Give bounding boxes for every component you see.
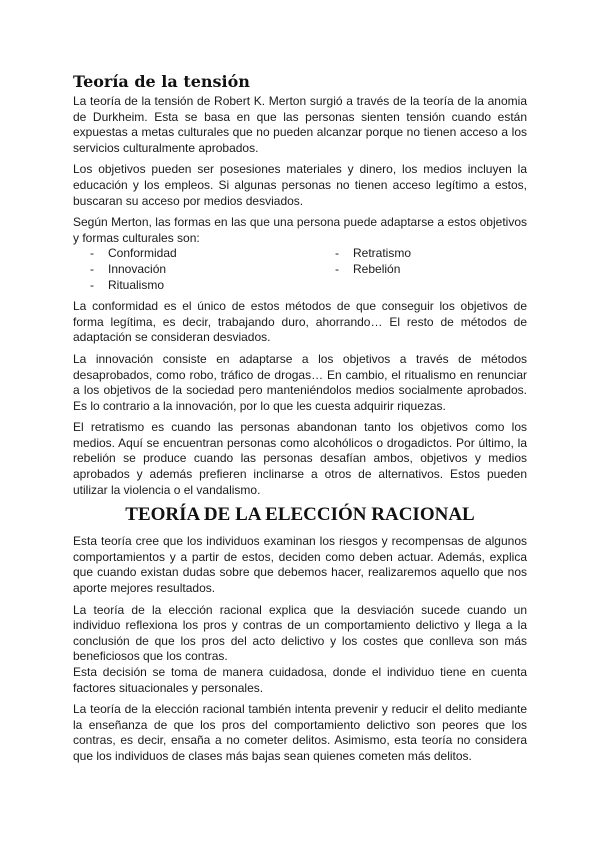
paragraph: Esta teoría cree que los individuos examinan los riesgos y recompensas de algunos comportamientos y a partir de estos, deciden como deben actuar. Además, explica que cuando existan dudas sobre que debemos hacer, realizaremos aquello que nos aporte mejores resultados. bbox=[73, 534, 527, 596]
list-item-label: Ritualismo bbox=[108, 277, 165, 292]
list-marker: - bbox=[90, 277, 94, 292]
list-item-label: Conformidad bbox=[108, 246, 177, 261]
paragraph: Según Merton, las formas en las que una persona puede adaptarse a estos objetivos y formas culturales son: bbox=[73, 215, 527, 245]
paragraph: La teoría de la elección racional explica que la desviación sucede cuando un individuo reflexiona los pros y contras de un comportamiento delictivo y llega a la conclusión de que los pros del acto delictivo y los costes que conlleva son más beneficiosos que los contras. bbox=[73, 602, 527, 664]
paragraph: Esta decisión se toma de manera cuidadosa, donde el individuo tiene en cuenta factores situacionales y personales. bbox=[73, 665, 527, 695]
list-item-label: Innovación bbox=[108, 261, 167, 276]
list-item bbox=[318, 262, 518, 278]
list-item bbox=[318, 246, 518, 262]
adaptation-list bbox=[73, 246, 527, 293]
section-title-rational-choice: TEORÍA DE LA ELECCIÓN RACIONAL bbox=[125, 504, 475, 526]
list-item bbox=[73, 262, 318, 278]
section-title-tension: Teoría de la tensión bbox=[73, 72, 250, 91]
paragraph: La conformidad es el único de estos métodos de que conseguir los objetivos de forma legítima, es decir, trabajando duro, ahorrando… El resto de métodos de adaptación se consideran desviados. bbox=[73, 299, 527, 345]
list-marker: - bbox=[90, 261, 94, 276]
paragraph: La teoría de la elección racional también intenta prevenir y reducir el delito mediante la enseñanza de que los pros del comportamiento delictivo son peores que los contras, es decir, ensaña a no cometer delitos. Asimismo, esta teoría no considera que los individuos de clases más bajas sean quienes cometen más delitos. bbox=[73, 702, 527, 763]
list-marker: - bbox=[335, 246, 339, 261]
paragraph: La teoría de la tensión de Robert K. Merton surgió a través de la teoría de la anomia de Durkheim. Esta se basa en que las personas sienten tensión cuando están expuestas a metas culturales que no pueden alcanzar porque no tienen acceso a los servicios culturalmente aprobados. bbox=[73, 94, 527, 155]
paragraph: Los objetivos pueden ser posesiones materiales y dinero, los medios incluyen la educación y los empleos. Si algunas personas no tienen acceso legítimo a estos, buscaran su acceso por medios desviados. bbox=[73, 162, 527, 208]
paragraph: El retratismo es cuando las personas abandonan tanto los objetivos como los medios. Aquí se encuentran personas como alcohólicos o drogadictos. Por último, la rebelión se produce cuando las personas desafían ambos, objetivos y medios aprobados y además prefieren inclinarse a otros de alternativos. Estos pueden utilizar la violencia o el vandalismo. bbox=[73, 420, 527, 497]
list-item bbox=[73, 246, 318, 262]
list-marker: - bbox=[90, 246, 94, 261]
list-item bbox=[73, 278, 318, 294]
paragraph: La innovación consiste en adaptarse a los objetivos a través de métodos desaprobados, como robo, tráfico de drogas… En cambio, el ritualismo en renunciar a los objetivos de la sociedad pero manteniéndolos medios socialmente aprobados. Es lo contrario a la innovación, por lo que les cuesta adquirir riquezas. bbox=[73, 351, 527, 413]
list-item-label: Rebelión bbox=[353, 261, 401, 276]
list-item-label: Retratismo bbox=[353, 246, 412, 261]
list-marker: - bbox=[335, 261, 339, 276]
